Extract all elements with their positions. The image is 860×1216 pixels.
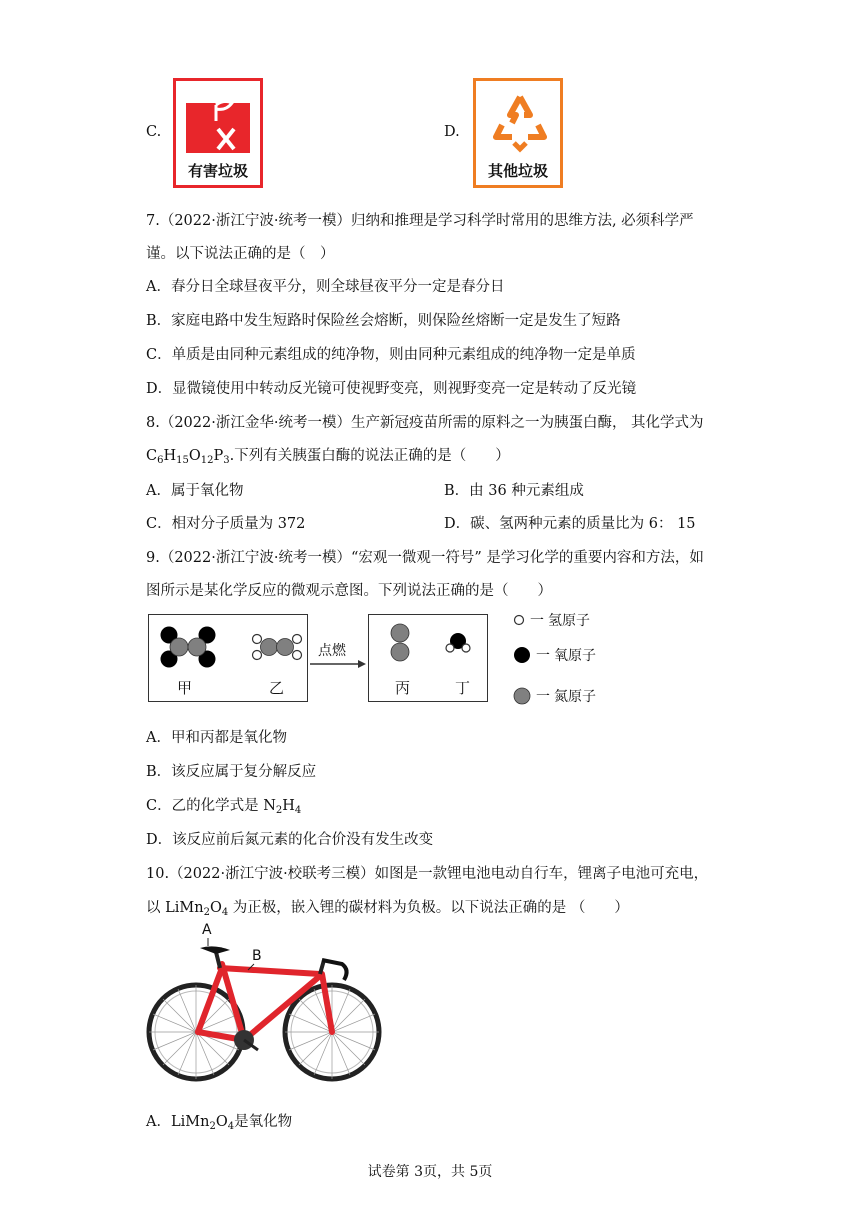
page-footer: 试卷第 3页，共 5页 bbox=[367, 1164, 493, 1180]
legend-oxygen: 一 氧原子 bbox=[512, 645, 596, 665]
nitrogen-atom-icon bbox=[512, 686, 532, 706]
limn2o4-formula: $LiMn_2O_4$ bbox=[165, 900, 229, 918]
q9-option-c: C．乙的化学式是 $N_2H_4$ bbox=[146, 798, 302, 816]
q9-stem-line2: 图所示是某化学反应的微观示意图。下列说法正确的是（ ） bbox=[146, 583, 552, 599]
q7-option-b: B．家庭电路中发生短路时保险丝会熔断，则保险丝熔断一定是发生了短路 bbox=[146, 313, 621, 329]
option-c-label: C. bbox=[146, 124, 162, 140]
option-d-label: D. bbox=[444, 124, 460, 140]
label-bing: 丙 bbox=[395, 679, 411, 697]
products-box bbox=[368, 614, 488, 702]
svg-text:BMC: BMC bbox=[267, 992, 290, 1013]
q9-option-b: B．该反应属于复分解反应 bbox=[146, 764, 317, 780]
hazard-waste-icon bbox=[198, 93, 242, 153]
reactants-box bbox=[148, 614, 308, 702]
label-ding: 丁 bbox=[455, 679, 471, 697]
q10-stem-line1: 10.（2022·浙江宁波·校联考三模）如图是一款锂电池电动自行车，锂离子电池可充电， bbox=[146, 866, 709, 882]
q8-formula: $C_6H_{15}O_{12}P_3$ bbox=[146, 448, 230, 466]
q7-stem-line1: 7.（2022·浙江宁波·统考一模）归纳和推理是学习科学时常用的思维方法, 必须科学严 bbox=[146, 213, 694, 229]
other-waste-recycle-icon bbox=[490, 91, 550, 153]
bike-label-a: A bbox=[202, 922, 212, 938]
other-waste-sign bbox=[473, 78, 563, 188]
molecule-bing bbox=[387, 621, 413, 667]
legend-hydrogen: 一 氢原子 bbox=[512, 610, 590, 630]
q8-stem-line2: $C_6H_{15}O_{12}P_3$.下列有关胰蛋白酶的说法正确的是（ ） bbox=[146, 448, 510, 466]
bike-label-b: B bbox=[252, 948, 262, 964]
molecule-jia bbox=[153, 621, 223, 671]
q7-option-c: C．单质是由同种元素组成的纯净物，则由同种元素组成的纯净物一定是单质 bbox=[146, 347, 636, 363]
q8-option-c: C．相对分子质量为 372 bbox=[146, 516, 306, 532]
n2h4-formula: $N_2H_4$ bbox=[263, 798, 302, 816]
other-sign-text: 其他垃圾 bbox=[487, 162, 548, 180]
oxygen-atom-icon bbox=[512, 645, 532, 665]
q10-option-a: A．$LiMn_2O_4$是氧化物 bbox=[146, 1114, 293, 1132]
bicycle-image bbox=[146, 924, 382, 1094]
q9-stem-line1: 9.（2022·浙江宁波·统考一模）“宏观一微观一符号” 是学习化学的重要内容和方法，如 bbox=[146, 550, 704, 566]
q9-option-a: A．甲和丙都是氧化物 bbox=[146, 730, 287, 746]
q8-option-d: D．碳、氢两种元素的质量比为 6： 15 bbox=[444, 516, 696, 532]
limn2o4-formula-option: $LiMn_2O_4$ bbox=[170, 1114, 235, 1132]
hazardous-waste-sign bbox=[173, 78, 263, 188]
molecule-ding bbox=[443, 629, 473, 659]
reaction-arrow bbox=[310, 658, 366, 670]
label-jia: 甲 bbox=[177, 679, 193, 697]
legend-nitrogen: 一 氮原子 bbox=[512, 686, 596, 706]
arrow-label-ignite: 点燃 bbox=[318, 643, 346, 659]
q9-option-d: D．该反应前后氮元素的化合价没有发生改变 bbox=[146, 832, 434, 848]
q8-option-a: A．属于氧化物 bbox=[146, 483, 244, 499]
q8-stem-line1: 8.（2022·浙江金华·统考一模）生产新冠疫苗所需的原料之一为胰蛋白酶， 其化学式为 bbox=[146, 415, 704, 431]
q7-option-d: D．显微镜使用中转动反光镜可使视野变亮，则视野变亮一定是转动了反光镜 bbox=[146, 381, 637, 397]
hydrogen-atom-icon bbox=[512, 613, 526, 627]
q7-option-a: A．春分日全球昼夜平分，则全球昼夜平分一定是春分日 bbox=[146, 279, 505, 295]
q10-stem-line2: 以 $LiMn_2O_4$ 为正极，嵌入锂的碳材料为负极。以下说法正确的是 （ ） bbox=[146, 900, 629, 918]
molecule-yi bbox=[249, 629, 305, 665]
label-yi: 乙 bbox=[269, 679, 285, 697]
q8-option-b: B．由 36 种元素组成 bbox=[444, 483, 584, 499]
q7-stem-line2: 谨。以下说法正确的是（ ） bbox=[146, 246, 335, 262]
hazard-sign-text: 有害垃圾 bbox=[187, 162, 248, 180]
